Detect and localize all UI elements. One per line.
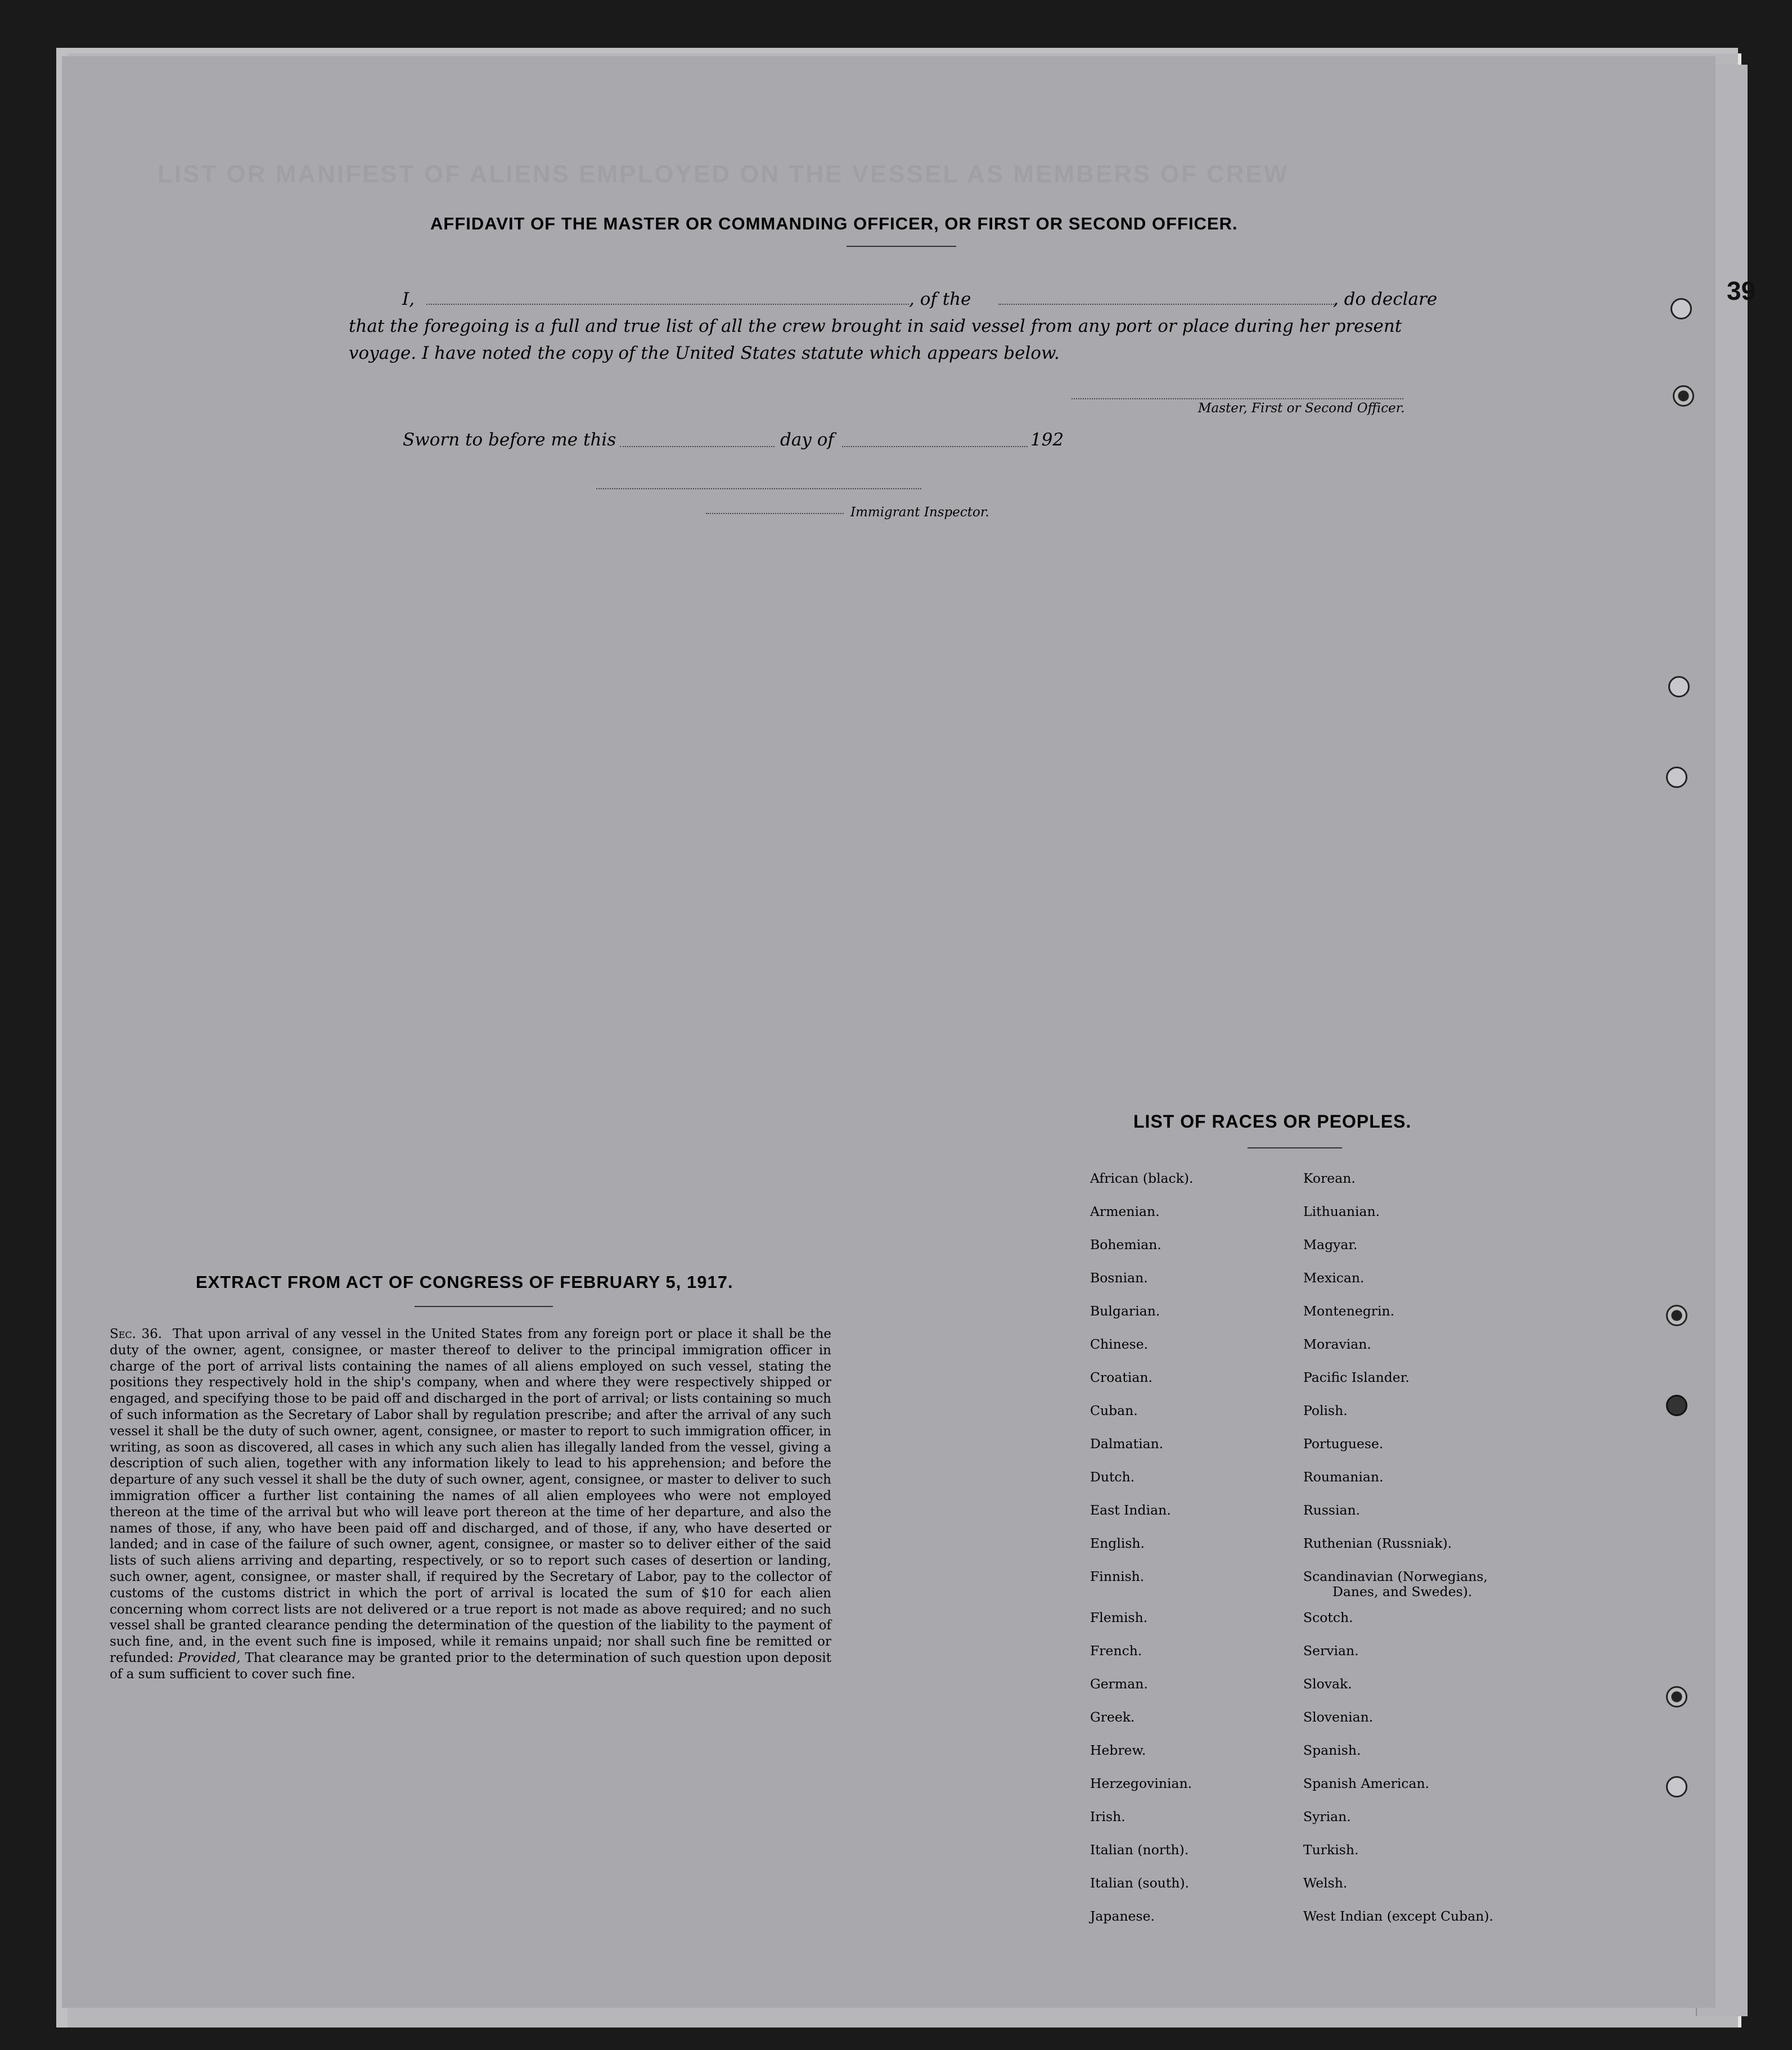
race-col1-3: Bosnian. bbox=[1090, 1270, 1148, 1286]
race-col1-10: East Indian. bbox=[1090, 1502, 1171, 1518]
extract-body bbox=[110, 1326, 831, 1683]
race-col1-5: Chinese. bbox=[1090, 1336, 1149, 1352]
affidavit-line3: voyage. I have noted the copy of the United States statute which appears below. bbox=[349, 343, 1060, 363]
affidavit-title-rule bbox=[847, 246, 956, 247]
race-col1-1: Armenian. bbox=[1090, 1204, 1160, 1219]
race-col1-17: Hebrew. bbox=[1090, 1742, 1146, 1758]
race-col2-10: Russian. bbox=[1303, 1502, 1361, 1518]
race-col2-2: Magyar. bbox=[1303, 1237, 1358, 1252]
officer-signature-label: Master, First or Second Officer. bbox=[1198, 401, 1405, 416]
race-col1-21: Italian (south). bbox=[1090, 1875, 1190, 1891]
affidavit-line2: that the foregoing is a full and true list of all the crew brought in said vessel from any port or place during her present bbox=[349, 316, 1402, 336]
race-col1-2: Bohemian. bbox=[1090, 1237, 1161, 1252]
race-continuation: Danes, and Swedes). bbox=[1332, 1584, 1473, 1600]
page-number: 39 bbox=[1727, 276, 1756, 305]
race-col1-7: Cuban. bbox=[1090, 1403, 1138, 1418]
race-col1-20: Italian (north). bbox=[1090, 1842, 1189, 1858]
provided-word: Provided, bbox=[178, 1650, 241, 1665]
bleed-through-header: LIST OR MANIFEST OF ALIENS EMPLOYED ON THE VESSEL AS MEMBERS OF CREW bbox=[157, 160, 1289, 188]
binding-hole-2 bbox=[1673, 385, 1694, 407]
name-blank[interactable] bbox=[426, 304, 909, 305]
race-col2-11: Ruthenian (Russniak). bbox=[1303, 1535, 1452, 1551]
affidavit-line1-end: , do declare bbox=[1333, 289, 1438, 309]
race-col1-8: Dalmatian. bbox=[1090, 1436, 1164, 1452]
affidavit-title: AFFIDAVIT OF THE MASTER OR COMMANDING OFFICER, OR FIRST OR SECOND OFFICER. bbox=[430, 214, 1238, 233]
race-col1-15: German. bbox=[1090, 1676, 1148, 1692]
race-col1-19: Irish. bbox=[1090, 1809, 1125, 1824]
races-title: LIST OF RACES OR PEOPLES. bbox=[1133, 1111, 1412, 1132]
race-col2-13: Scotch. bbox=[1303, 1610, 1353, 1625]
race-col1-4: Bulgarian. bbox=[1090, 1303, 1160, 1319]
race-col1-0: African (black). bbox=[1090, 1170, 1194, 1186]
race-col1-22: Japanese. bbox=[1090, 1908, 1155, 1924]
race-col1-14: French. bbox=[1090, 1643, 1142, 1659]
race-col1-11: English. bbox=[1090, 1535, 1145, 1551]
race-col2-6: Pacific Islander. bbox=[1303, 1369, 1410, 1385]
race-col1-12: Finnish. bbox=[1090, 1569, 1145, 1584]
sworn-text: Sworn to before me this bbox=[403, 430, 616, 450]
affidavit-line1-of-the: , of the bbox=[909, 289, 971, 309]
races-title-rule bbox=[1248, 1147, 1342, 1148]
extract-title-rule bbox=[415, 1306, 553, 1307]
race-col2-21: Welsh. bbox=[1303, 1875, 1348, 1891]
race-col1-18: Herzegovinian. bbox=[1090, 1776, 1192, 1791]
race-col2-0: Korean. bbox=[1303, 1170, 1356, 1186]
race-col2-7: Polish. bbox=[1303, 1403, 1348, 1418]
binding-hole-4 bbox=[1666, 767, 1687, 788]
race-col2-1: Lithuanian. bbox=[1303, 1204, 1380, 1219]
day-of-text: day of bbox=[780, 430, 834, 450]
section-text: That upon arrival of any vessel in the United States from any foreign port or place it shall be the duty of the owner, agent, consignee, or master thereof to deliver to the principal immigration officer in charge of the port of arrival lists containing the names of all aliens employed on such vessel, stating the positions they respectively hold in the ship's company, when and where they were respectively shipped or engaged, and specifying those to be paid off and discharged in the port of arrival; or lists containing so much of such information as the Secretary of Labor shall by regulation prescribe; and after the arrival of any such vessel it shall be the duty of such owner, agent, consignee, or master to report to such immigration officer, in writing, as soon as discovered, all cases in which any such alien has illegally landed from the vessel, giving a description of such alien, together with any information likely to lead to his apprehension; and before the departure of any such vessel it shall be the duty of such owner, agent, consignee, or master to deliver to such immigration officer a further list containing the names of all alien employees who were not employed thereon at the time of the arrival but who will leave port thereon at the time of her departure, and also the names of those, if any, who have been paid off and discharged, and of those, if any, who have deserted or landed; and in case of the failure of such owner, agent, consignee, or master so to deliver either of the said lists of such aliens arriving and departing, respectively, or so to report such cases of desertion or landing, such owner, agent, consignee, or master shall, if required by the Secretary of Labor, pay to the collector of customs of the customs district in which the port of arrival is located the sum of $10 for each alien concerning whom correct lists are not delivered or a true report is not made as above required; and no such vessel shall be granted clearance pending the determination of the question of the liability to the payment of such fine, and, in the event such fine is imposed, while it remains unpaid; nor shall such fine be remitted or refunded: bbox=[110, 1327, 831, 1665]
race-col2-18: Spanish American. bbox=[1303, 1776, 1430, 1791]
inspector-label: Immigrant Inspector. bbox=[850, 505, 989, 520]
officer-signature-blank[interactable] bbox=[1071, 398, 1403, 399]
section-number: Sec. 36. bbox=[110, 1327, 163, 1341]
binding-hole-7 bbox=[1666, 1686, 1687, 1707]
binding-hole-5 bbox=[1666, 1305, 1687, 1326]
vessel-blank[interactable] bbox=[998, 304, 1336, 305]
race-col1-16: Greek. bbox=[1090, 1709, 1135, 1725]
section-tail: That clearance may be granted prior to the determination of such question upon deposit of a sum sufficient to cover such fine. bbox=[110, 1650, 832, 1682]
race-col1-13: Flemish. bbox=[1090, 1610, 1148, 1625]
race-col2-12: Scandinavian (Norwegians, bbox=[1303, 1569, 1488, 1584]
race-col1-6: Croatian. bbox=[1090, 1369, 1152, 1385]
race-col2-14: Servian. bbox=[1303, 1643, 1359, 1659]
race-col2-5: Moravian. bbox=[1303, 1336, 1371, 1352]
inspector-blank-top[interactable] bbox=[596, 488, 921, 489]
binding-hole-3 bbox=[1668, 676, 1690, 697]
binding-hole-6 bbox=[1666, 1395, 1687, 1416]
race-col2-4: Montenegrin. bbox=[1303, 1303, 1395, 1319]
race-col2-20: Turkish. bbox=[1303, 1842, 1359, 1858]
race-col2-16: Slovenian. bbox=[1303, 1709, 1374, 1725]
affidavit-line1-start: I, bbox=[402, 289, 415, 309]
month-blank[interactable] bbox=[842, 446, 1028, 447]
extract-title: EXTRACT FROM ACT OF CONGRESS OF FEBRUARY 5, 1917. bbox=[196, 1272, 733, 1292]
race-col2-9: Roumanian. bbox=[1303, 1469, 1384, 1485]
race-col2-8: Portuguese. bbox=[1303, 1436, 1384, 1452]
day-blank[interactable] bbox=[620, 446, 775, 447]
race-col1-9: Dutch. bbox=[1090, 1469, 1135, 1485]
race-col2-3: Mexican. bbox=[1303, 1270, 1365, 1286]
race-col2-15: Slovak. bbox=[1303, 1676, 1352, 1692]
binding-hole-1 bbox=[1671, 298, 1692, 319]
race-col2-19: Syrian. bbox=[1303, 1809, 1351, 1824]
race-col2-17: Spanish. bbox=[1303, 1742, 1361, 1758]
race-col2-22: West Indian (except Cuban). bbox=[1303, 1908, 1494, 1924]
inspector-blank[interactable] bbox=[706, 513, 844, 514]
binding-hole-8 bbox=[1666, 1776, 1687, 1797]
year-text: 192 bbox=[1030, 430, 1064, 450]
